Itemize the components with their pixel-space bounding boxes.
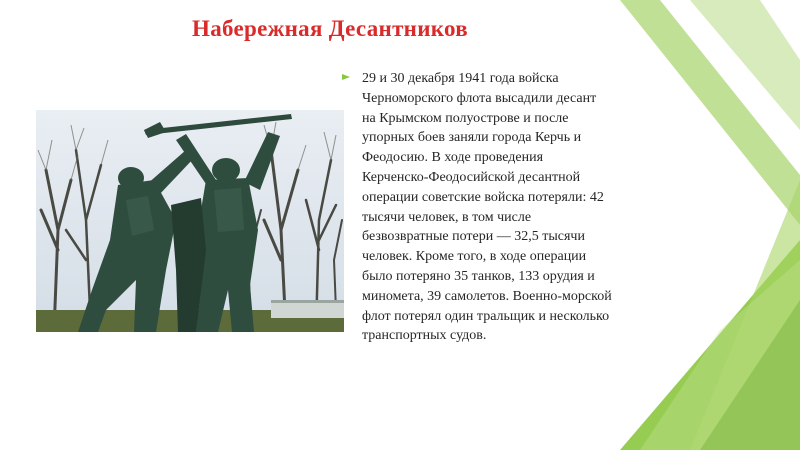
slide-title: Набережная Десантников	[192, 16, 468, 41]
triangle-bullet-icon	[340, 71, 352, 83]
body-text: 29 и 30 декабря 1941 года войска Черноморского флота высадили десант на Крымском полуострове и после упорных боев заняли города Керчь и Феодосию. В ходе проведения Керченско-Феодосийской десантной операции советские войска потеряли: 42 тысячи человек, в том числе безвозвратные потери — 32,5 тысячи человек. Кроме того, в ходе операции было потеряно 35 танков, 133 орудия и миномета, 39 самолетов. Военно-морской флот потерял один тральщик и несколько транспортных судов.	[362, 71, 612, 344]
memorial-photo	[36, 110, 344, 332]
